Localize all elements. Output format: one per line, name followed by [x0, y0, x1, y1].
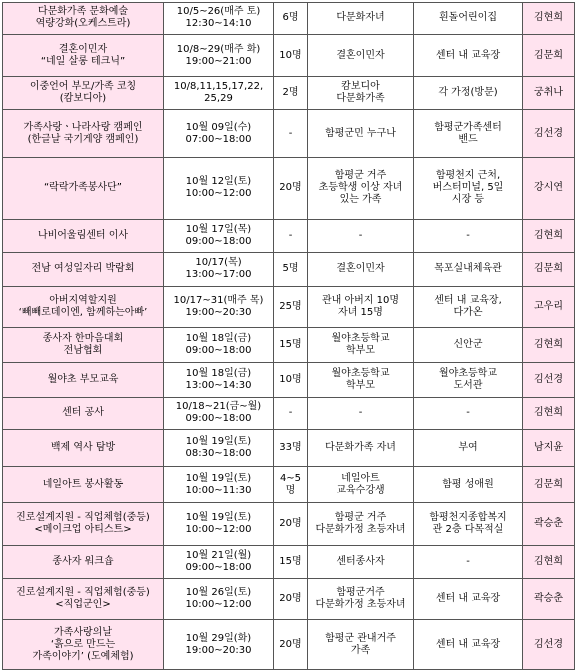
target-line: 월야초등학교	[331, 368, 390, 380]
count-cell: 10명	[274, 363, 308, 398]
program-line: 종사자 한마음대회	[42, 332, 124, 344]
place-line: 센터 내 교육장,	[434, 294, 502, 306]
program-line: 아버지역할지원	[49, 294, 117, 306]
date-line: 10월 19일(토)	[185, 472, 252, 484]
date-line: 09:00~18:00	[185, 413, 252, 425]
place-line: 관 2층 다목적실	[432, 523, 504, 535]
target-cell	[308, 363, 414, 398]
date-cell	[164, 77, 274, 110]
count-cell: 5명	[274, 252, 308, 286]
table-row	[3, 110, 575, 158]
date-line: 10월 17일(목)	[185, 223, 252, 235]
program-line: (캄보디아)	[59, 93, 107, 105]
program-cell	[3, 252, 164, 286]
date-cell	[164, 620, 274, 670]
place-cell	[414, 620, 523, 670]
schedule-table	[2, 2, 575, 670]
program-line: 월야초 부모교육	[47, 374, 119, 386]
place-cell	[414, 77, 523, 110]
place-cell	[414, 545, 523, 578]
program-cell	[3, 467, 164, 503]
program-cell	[3, 398, 164, 430]
place-line: 함평군가족센터	[434, 121, 502, 133]
date-cell	[164, 503, 274, 545]
target-cell	[308, 620, 414, 670]
program-line: 결혼이민자	[58, 43, 108, 55]
program-line: ‘빼빼로데이엔, 함께하는아빠’	[18, 306, 148, 318]
table-row	[3, 34, 575, 76]
program-line: 역량강화(오케스트라)	[35, 18, 131, 30]
program-line: 나비어울림센터 이사	[37, 229, 129, 241]
table-row	[3, 158, 575, 220]
target-cell	[308, 77, 414, 110]
date-line: 10/5~26(매주 토)	[176, 6, 261, 18]
target-cell	[308, 252, 414, 286]
place-line: 버스터미널, 5일	[432, 182, 504, 194]
staff-cell: 김현희	[523, 398, 575, 430]
program-cell	[3, 110, 164, 158]
staff-cell: 궁취나	[523, 77, 575, 110]
date-cell	[164, 398, 274, 430]
target-cell	[308, 578, 414, 619]
date-line: 10월 19일(토)	[185, 511, 252, 523]
date-line: 10월 18일(금)	[185, 368, 252, 380]
program-cell	[3, 578, 164, 619]
place-line: 흰돌어린이집	[439, 12, 497, 24]
target-line: 다문화가정 초등자녀	[315, 598, 406, 610]
target-line: 캄보디아	[341, 81, 380, 93]
date-line: 10/8~29(매주 화)	[176, 43, 261, 55]
program-cell	[3, 286, 164, 327]
date-cell	[164, 578, 274, 619]
place-line: -	[466, 407, 470, 419]
place-line: -	[466, 229, 470, 241]
target-cell	[308, 429, 414, 466]
count-cell: 4~5명	[274, 467, 308, 503]
target-line: 결혼이민자	[336, 49, 385, 61]
place-line: 다가온	[453, 306, 483, 318]
date-line: 13:00~17:00	[185, 269, 252, 281]
target-line: 가족	[350, 644, 371, 656]
date-line: 19:00~20:30	[185, 306, 252, 318]
date-cell	[164, 545, 274, 578]
count-cell: 20명	[274, 578, 308, 619]
count-cell: 25명	[274, 286, 308, 327]
place-cell	[414, 429, 523, 466]
program-line: 전남 여성일자리 박람회	[31, 263, 135, 275]
date-line: 10/17(목)	[195, 257, 242, 269]
target-cell	[308, 503, 414, 545]
place-line: 센터 내 교육장	[435, 638, 501, 650]
place-cell	[414, 252, 523, 286]
date-line: 10월 19일(토)	[185, 435, 252, 447]
schedule-rows	[3, 3, 575, 670]
program-line: 가족사랑ㆍ나라사랑 캠페인	[23, 121, 143, 133]
program-cell	[3, 158, 164, 220]
count-cell: -	[274, 219, 308, 252]
target-line: 학부모	[346, 344, 375, 356]
date-line: 19:00~21:00	[185, 55, 252, 67]
program-line: 이중언어 부모/가족 코칭	[29, 81, 137, 93]
target-cell	[308, 286, 414, 327]
place-cell	[414, 578, 523, 619]
target-cell	[308, 219, 414, 252]
date-cell	[164, 219, 274, 252]
place-line: 밴드	[458, 133, 478, 145]
date-cell	[164, 110, 274, 158]
target-line: 함평군거주	[336, 586, 385, 598]
place-cell	[414, 286, 523, 327]
target-line: 함평군 관내거주	[325, 632, 396, 644]
place-line: 함평천지 근처,	[435, 170, 501, 182]
place-line: 함평 성애원	[442, 478, 494, 490]
place-line: 목포실내체육관	[434, 263, 502, 275]
date-line: 25,29	[204, 93, 233, 105]
program-line: 가족이야기’ (도예체험)	[32, 650, 134, 662]
program-line: 센터 공사	[62, 407, 104, 419]
date-cell	[164, 467, 274, 503]
place-line: 시장 등	[451, 194, 485, 206]
table-row	[3, 286, 575, 327]
place-cell	[414, 467, 523, 503]
place-cell	[414, 158, 523, 220]
target-line: 월야초등학교	[331, 332, 390, 344]
target-cell	[308, 467, 414, 503]
target-line: 결혼이민자	[336, 263, 385, 275]
program-line: 네일아트 봉사활동	[42, 478, 124, 490]
date-line: 10월 18일(금)	[185, 332, 252, 344]
table-row	[3, 327, 575, 362]
place-line: 센터 내 교육장	[435, 49, 501, 61]
target-line: 함평군 거주	[334, 170, 387, 182]
table-row	[3, 3, 575, 35]
target-cell	[308, 110, 414, 158]
program-line: 가족사랑의날	[54, 626, 112, 638]
target-line: 센터종사자	[336, 555, 385, 567]
place-line: 도서관	[453, 380, 483, 392]
date-line: 10월 29일(화)	[185, 632, 252, 644]
date-cell	[164, 363, 274, 398]
table-row	[3, 429, 575, 466]
count-cell: 15명	[274, 327, 308, 362]
staff-cell: 고우리	[523, 286, 575, 327]
table-row	[3, 545, 575, 578]
count-cell: 20명	[274, 503, 308, 545]
place-cell	[414, 3, 523, 35]
date-cell	[164, 158, 274, 220]
target-line: -	[358, 407, 363, 419]
date-line: 10/18~21(금~월)	[175, 401, 262, 413]
table-row	[3, 578, 575, 619]
target-cell	[308, 158, 414, 220]
target-cell	[308, 3, 414, 35]
count-cell: -	[274, 110, 308, 158]
staff-cell: 김선경	[523, 620, 575, 670]
place-line: 함평천지종합복지	[429, 511, 507, 523]
staff-cell: 김현희	[523, 3, 575, 35]
staff-cell: 김현희	[523, 327, 575, 362]
date-line: 19:00~20:30	[185, 644, 252, 656]
target-line: 다문화자녀	[336, 12, 385, 24]
place-cell	[414, 110, 523, 158]
date-line: 10:00~12:00	[185, 598, 252, 610]
count-cell: 33명	[274, 429, 308, 466]
table-row	[3, 219, 575, 252]
target-cell	[308, 398, 414, 430]
staff-cell: 김문희	[523, 467, 575, 503]
count-cell: -	[274, 398, 308, 430]
target-line: 학부모	[346, 380, 375, 392]
target-line: 다문화가족 자녀	[325, 441, 396, 453]
count-cell: 10명	[274, 34, 308, 76]
staff-cell: 김선경	[523, 363, 575, 398]
count-cell: 20명	[274, 158, 308, 220]
program-line: <직업군인>	[55, 598, 111, 610]
program-cell	[3, 34, 164, 76]
target-cell	[308, 545, 414, 578]
date-line: 10월 09일(수)	[185, 121, 252, 133]
place-line: 월야초등학교	[439, 368, 497, 380]
program-cell	[3, 503, 164, 545]
date-line: 10:00~12:00	[185, 523, 252, 535]
place-cell	[414, 219, 523, 252]
date-line: 12:30~14:10	[185, 18, 252, 30]
program-cell	[3, 3, 164, 35]
target-line: 네일아트	[341, 472, 380, 484]
program-line: ‘흙으로 만드는	[50, 638, 116, 650]
staff-cell: 곽승춘	[523, 578, 575, 619]
program-cell	[3, 219, 164, 252]
table-row	[3, 467, 575, 503]
target-line: 관내 아버지 10명	[321, 294, 400, 306]
table-row	[3, 252, 575, 286]
date-line: 10월 26일(토)	[185, 586, 252, 598]
place-line: 센터 내 교육장	[435, 592, 501, 604]
place-cell	[414, 503, 523, 545]
table-row	[3, 620, 575, 670]
date-line: 10/17~31(매주 목)	[173, 294, 264, 306]
program-cell	[3, 429, 164, 466]
date-cell	[164, 252, 274, 286]
target-line: 자녀 15명	[338, 306, 383, 318]
staff-cell: 김현희	[523, 545, 575, 578]
staff-cell: 김선경	[523, 110, 575, 158]
staff-cell: 김현희	[523, 219, 575, 252]
table-row	[3, 363, 575, 398]
program-line: “락락가족봉사단”	[44, 182, 122, 194]
place-cell	[414, 363, 523, 398]
date-cell	[164, 327, 274, 362]
target-line: 초등학생 이상 자녀	[318, 182, 403, 194]
program-line: 종사자 워크숍	[52, 555, 114, 567]
program-line: 전남협회	[63, 344, 103, 356]
place-line: -	[466, 555, 470, 567]
place-line: 부여	[458, 441, 478, 453]
program-line: 진로설계지원 - 직업체험(중등)	[16, 511, 150, 523]
date-line: 09:00~18:00	[185, 344, 252, 356]
target-line: 함평군민 누구나	[325, 127, 396, 139]
target-line: 다문화가정 초등자녀	[315, 523, 406, 535]
date-line: 09:00~18:00	[185, 561, 252, 573]
program-cell	[3, 620, 164, 670]
program-cell	[3, 327, 164, 362]
date-line: 10/8,11,15,17,22,	[173, 81, 264, 93]
program-line: <메이크업 아티스트>	[34, 523, 132, 535]
staff-cell: 남지윤	[523, 429, 575, 466]
program-line: 백제 역사 탐방	[50, 441, 116, 453]
target-line: 있는 가족	[339, 194, 382, 206]
staff-cell: 곽승춘	[523, 503, 575, 545]
target-cell	[308, 34, 414, 76]
place-line: 각 가정(방문)	[438, 87, 498, 99]
date-line: 10:00~11:30	[185, 484, 252, 496]
date-line: 10월 12일(토)	[185, 176, 252, 188]
table-row	[3, 503, 575, 545]
place-cell	[414, 327, 523, 362]
date-line: 10:00~12:00	[185, 188, 252, 200]
staff-cell: 김문희	[523, 34, 575, 76]
program-cell	[3, 545, 164, 578]
date-cell	[164, 34, 274, 76]
count-cell: 2명	[274, 77, 308, 110]
count-cell: 6명	[274, 3, 308, 35]
count-cell: 20명	[274, 620, 308, 670]
date-cell	[164, 286, 274, 327]
program-line: 다문화가족 문화예술	[37, 6, 129, 18]
target-line: -	[358, 229, 363, 241]
count-cell: 15명	[274, 545, 308, 578]
place-cell	[414, 34, 523, 76]
place-cell	[414, 398, 523, 430]
date-line: 10월 21일(월)	[185, 549, 252, 561]
date-line: 07:00~18:00	[185, 133, 252, 145]
program-line: “네일 살롱 테크닉”	[40, 55, 126, 67]
target-line: 함평군 거주	[334, 511, 387, 523]
staff-cell: 김문희	[523, 252, 575, 286]
program-line: 진로설계지원 - 직업체험(중등)	[16, 586, 150, 598]
target-line: 교육수강생	[336, 484, 385, 496]
table-row	[3, 398, 575, 430]
date-cell	[164, 429, 274, 466]
date-cell	[164, 3, 274, 35]
program-cell	[3, 363, 164, 398]
target-line: 다문화가족	[336, 93, 385, 105]
place-line: 신안군	[453, 338, 483, 350]
date-line: 13:00~14:30	[185, 380, 252, 392]
date-line: 09:00~18:00	[185, 235, 252, 247]
program-cell	[3, 77, 164, 110]
program-line: (한글날 국기게양 캠페인)	[27, 133, 139, 145]
staff-cell: 강시연	[523, 158, 575, 220]
target-cell	[308, 327, 414, 362]
table-row	[3, 77, 575, 110]
date-line: 08:30~18:00	[185, 447, 252, 459]
